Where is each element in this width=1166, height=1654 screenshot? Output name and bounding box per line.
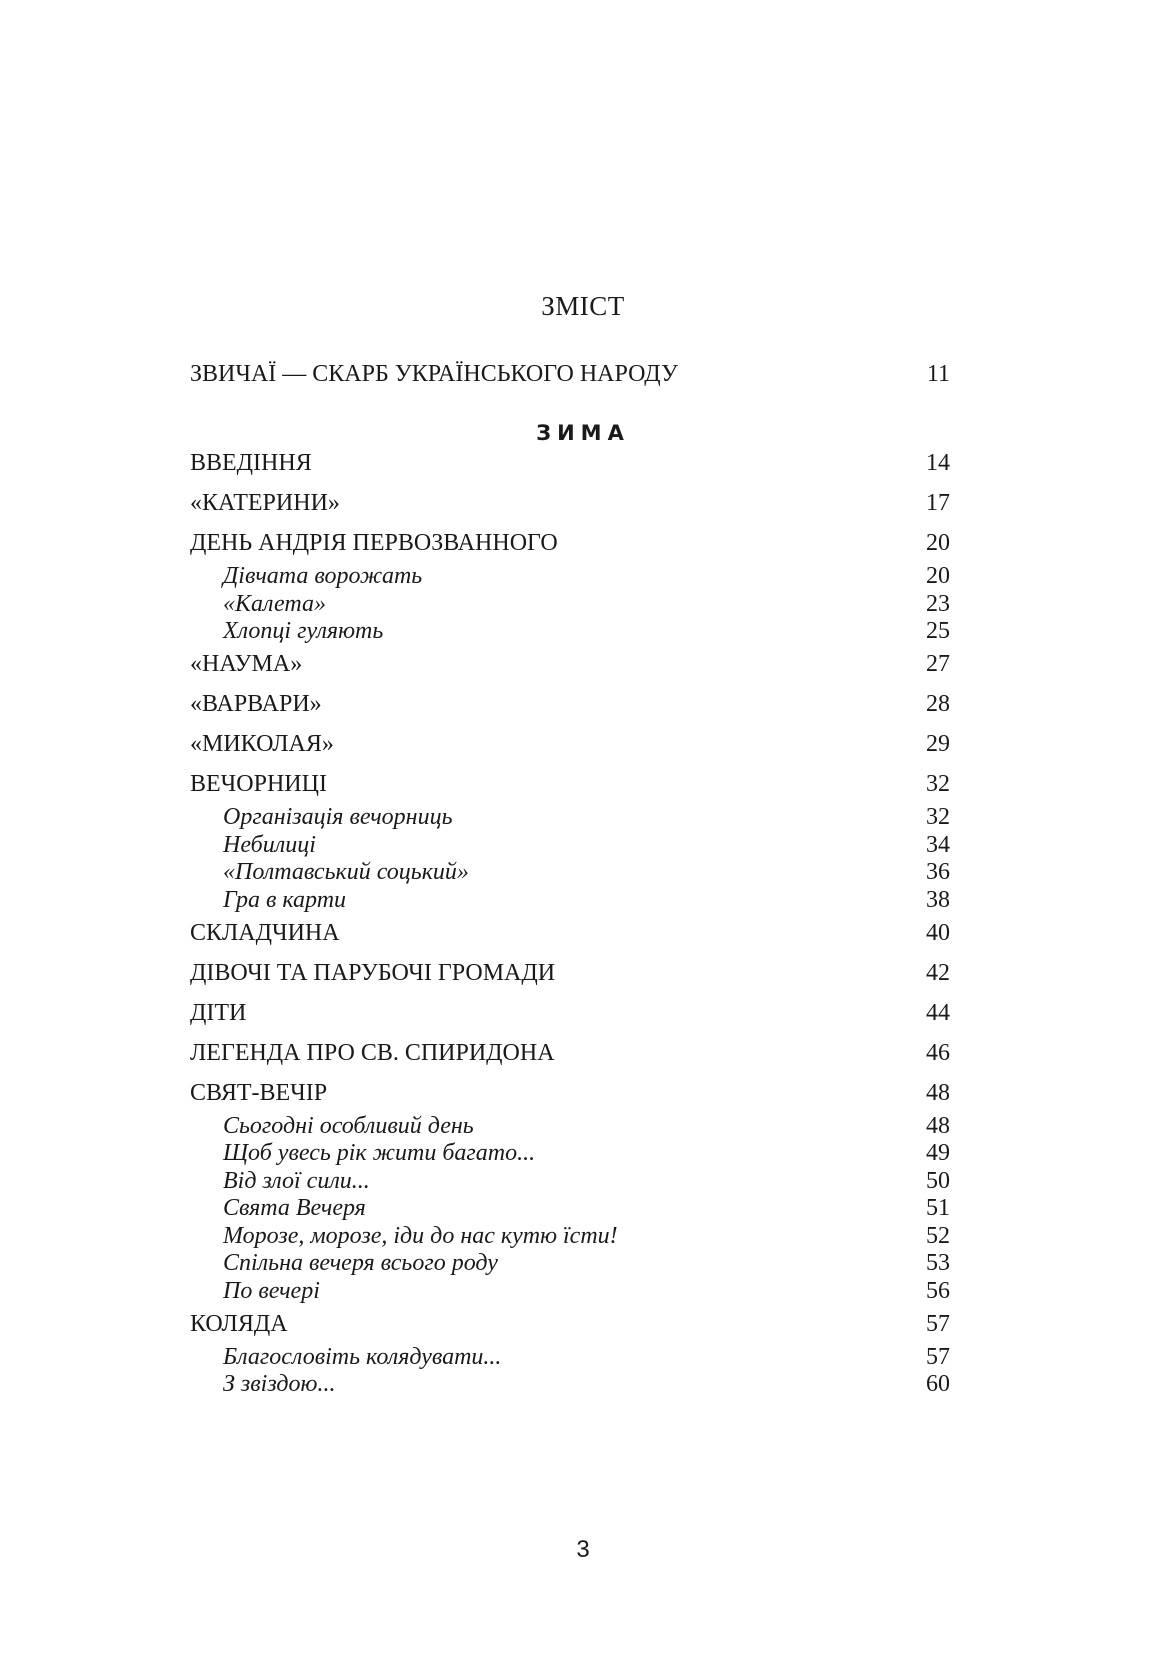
toc-entry-label: «Полтавський соцький»: [223, 859, 469, 885]
toc-subentry[interactable]: [190, 1167, 950, 1195]
toc-entry-label: Хлопці гуляють: [223, 618, 384, 644]
toc-entry-page: 32: [926, 804, 950, 830]
toc-subentry[interactable]: [190, 617, 950, 645]
toc-entry-label: ВВЕДІННЯ: [190, 450, 312, 476]
toc-entry-label: КОЛЯДА: [190, 1311, 288, 1337]
toc-entry-label: «НАУМА»: [190, 651, 303, 677]
toc-subentry[interactable]: [190, 831, 950, 859]
toc-subentry[interactable]: [190, 1277, 950, 1305]
toc-entry-label: СКЛАДЧИНА: [190, 920, 340, 946]
toc-entry-label: Організація вечорниць: [223, 804, 453, 830]
toc-subentry[interactable]: [190, 1194, 950, 1222]
toc-entry-page: 48: [926, 1113, 950, 1139]
toc-entry-page: 51: [926, 1195, 950, 1221]
toc-entry-label: ДЕНЬ АНДРІЯ ПЕРВОЗВАННОГО: [190, 530, 558, 556]
toc-entry-page: 48: [926, 1080, 950, 1106]
toc-entry-page: 23: [926, 591, 950, 617]
toc-entry-label: Сьогодні особливий день: [223, 1113, 474, 1139]
toc-entry-label: ЗВИЧАЇ — СКАРБ УКРАЇНСЬКОГО НАРОДУ: [190, 361, 678, 387]
toc-entry-page: 57: [926, 1344, 950, 1370]
toc-entry[interactable]: [190, 529, 950, 557]
toc-entry-label: Дівчата ворожать: [223, 563, 423, 589]
toc-entry[interactable]: [190, 1039, 950, 1067]
toc-subentry[interactable]: [190, 858, 950, 886]
toc-entry[interactable]: [190, 730, 950, 758]
toc-subentry[interactable]: [190, 1112, 950, 1140]
toc-entry-label: СВЯТ-ВЕЧІР: [190, 1080, 328, 1106]
toc-entry-page: 17: [926, 490, 950, 516]
toc-entry-page: 60: [926, 1371, 950, 1397]
toc-entry-page: 50: [926, 1168, 950, 1194]
toc-entry-label: Благословіть колядувати...: [223, 1344, 502, 1370]
toc-entry-page: 29: [926, 731, 950, 757]
toc-entry[interactable]: [190, 690, 950, 718]
toc-subentry[interactable]: [190, 562, 950, 590]
toc-entry-label: Морозе, морозе, іди до нас кутю їсти!: [223, 1223, 618, 1249]
toc-entry[interactable]: [190, 919, 950, 947]
toc-entry-page: 20: [926, 530, 950, 556]
toc-entry-label: «МИКОЛАЯ»: [190, 731, 334, 757]
toc-entry-label: Свята Вечеря: [223, 1195, 366, 1221]
toc-subentry[interactable]: [190, 1370, 950, 1398]
toc-entry-page: 49: [926, 1140, 950, 1166]
toc-entry-page: 40: [926, 920, 950, 946]
toc-entry-page: 38: [926, 887, 950, 913]
toc-entry-page: 32: [926, 771, 950, 797]
toc-entry[interactable]: [190, 1310, 950, 1338]
toc-entry[interactable]: [190, 650, 950, 678]
toc-entry-page: 28: [926, 691, 950, 717]
toc-entry-label: З звіздою...: [223, 1371, 336, 1397]
toc-entry-page: 34: [926, 832, 950, 858]
toc-entry[interactable]: [190, 1079, 950, 1107]
toc-entry-page: 27: [926, 651, 950, 677]
toc-entry-label: ДІВОЧІ ТА ПАРУБОЧІ ГРОМАДИ: [190, 960, 556, 986]
toc-entry-label: Небилиці: [223, 832, 316, 858]
toc-entry-label: Спільна вечеря всього роду: [223, 1250, 498, 1276]
toc-entry-label: ДІТИ: [190, 1000, 247, 1026]
toc-entry-page: 11: [926, 361, 950, 387]
toc-subentry[interactable]: [190, 590, 950, 618]
toc-entry-page: 36: [926, 859, 950, 885]
toc-entry-page: 57: [926, 1311, 950, 1337]
page-number: 3: [576, 1536, 590, 1563]
toc-entry-label: По вечері: [223, 1278, 320, 1304]
toc-entry-page: 44: [926, 1000, 950, 1026]
toc-entry-page: 46: [926, 1040, 950, 1066]
toc-subentry[interactable]: [190, 1249, 950, 1277]
toc-entry-label: ВЕЧОРНИЦІ: [190, 771, 327, 797]
toc-entry[interactable]: [190, 999, 950, 1027]
toc-entry-page: 20: [926, 563, 950, 589]
toc-subentry[interactable]: [190, 1139, 950, 1167]
toc-entry-page: 52: [926, 1223, 950, 1249]
toc-entry-page: 14: [926, 450, 950, 476]
toc-entry-page: 56: [926, 1278, 950, 1304]
toc-subentry[interactable]: [190, 1222, 950, 1250]
toc-entry-page: 25: [926, 618, 950, 644]
toc-subentry[interactable]: [190, 803, 950, 831]
toc-entry-label: ЛЕГЕНДА ПРО СВ. СПИРИДОНА: [190, 1040, 555, 1066]
toc-subentry[interactable]: [190, 1343, 950, 1371]
toc-entry-label: Від злої сили...: [223, 1168, 370, 1194]
toc-entry[interactable]: [190, 489, 950, 517]
toc-subentry[interactable]: [190, 886, 950, 914]
toc-entry[interactable]: [190, 959, 950, 987]
toc-entry-page: 53: [926, 1250, 950, 1276]
toc-entry-label: «КАТЕРИНИ»: [190, 490, 340, 516]
toc-entry-label: Гра в карти: [223, 887, 347, 913]
toc-entry-label: «Калета»: [223, 591, 326, 617]
section-heading: ЗИМА: [536, 421, 630, 445]
toc-entry-label: «ВАРВАРИ»: [190, 691, 322, 717]
toc-entry-page: 42: [926, 960, 950, 986]
page-title: ЗМІСТ: [541, 291, 625, 321]
toc-entry-label: Щоб увесь рік жити багато...: [223, 1140, 536, 1166]
toc-entry[interactable]: [190, 770, 950, 798]
toc-entry[interactable]: [190, 449, 950, 477]
